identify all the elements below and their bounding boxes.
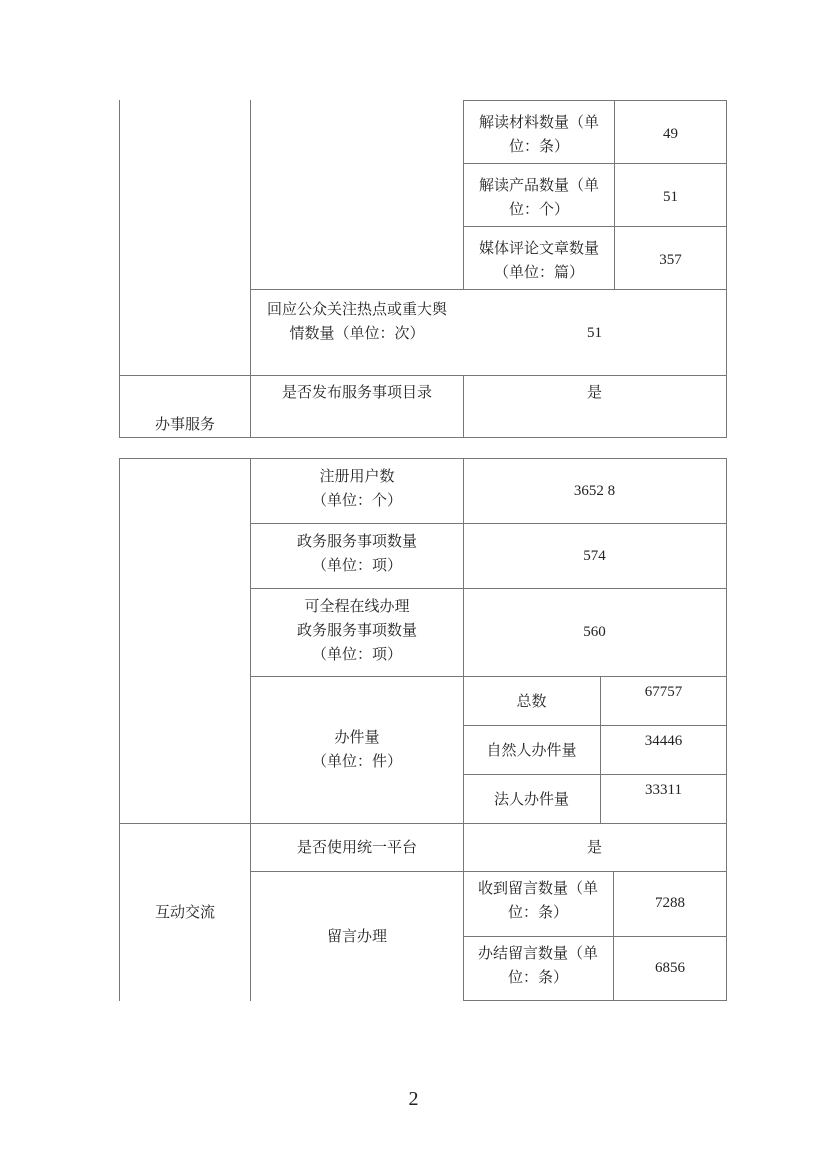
interpretation-material-label: 解读材料数量（单位：条） [478,113,599,155]
table-border [119,375,727,376]
interpretation-product-label: 解读产品数量（单位：个） [478,176,599,218]
table-border [119,437,727,438]
natural-person-cases-label: 自然人办件量 [486,741,577,759]
case-total-value: 67757 [644,684,683,700]
service-items-value: 574 [583,548,606,564]
media-article-value: 357 [659,252,682,268]
online-items-label: 可全程在线办理 政务服务事项数量 （单位：项） [296,597,417,663]
hotspot-response-value: 51 [587,325,602,341]
page-number: 2 [408,1088,419,1110]
table-border [250,289,727,290]
table-border [250,523,727,524]
message-handling-label: 留言办理 [326,927,387,945]
messages-received-value: 7288 [655,895,685,911]
unified-platform-value: 是 [586,838,602,856]
table-border [250,676,727,677]
messages-completed-label: 办结留言数量（单位：条） [477,944,598,986]
table-border [726,458,727,1001]
table-border [463,100,727,101]
media-article-label: 媒体评论文章数量（单位：篇） [478,239,599,281]
table-border [119,458,727,459]
legal-person-cases-label: 法人办件量 [493,790,569,808]
table-border [250,871,727,872]
service-items-label: 政务服务事项数量 （单位：项） [296,532,417,574]
interpretation-product-value: 51 [663,189,678,205]
table-border [463,226,727,227]
case-total-label: 总数 [516,692,547,710]
table-border [726,100,727,438]
table-border [463,936,727,937]
natural-person-cases-value: 34446 [644,733,683,749]
table-border [250,588,727,589]
online-items-value: 560 [583,624,606,640]
table-border [463,163,727,164]
category-service: 办事服务 [154,415,215,433]
table-border [463,1000,727,1001]
hotspot-response-label: 回应公众关注热点或重大舆情数量（单位：次） [266,300,447,342]
service-catalog-label: 是否发布服务事项目录 [281,383,432,401]
messages-received-label: 收到留言数量（单位：条） [477,879,598,921]
registered-users-value: 3652 8 [573,483,616,499]
table-border [119,100,120,438]
case-volume-label: 办件量 （单位：件） [311,728,402,770]
unified-platform-label: 是否使用统一平台 [296,838,417,856]
messages-completed-value: 6856 [655,960,685,976]
table-border [463,100,464,290]
table-border [463,774,727,775]
legal-person-cases-value: 33311 [645,782,682,798]
category-interaction: 互动交流 [154,903,215,921]
registered-users-label: 注册用户数 （单位：个） [311,467,402,509]
interpretation-material-value: 49 [663,126,678,142]
table-border [119,823,727,824]
service-catalog-value: 是 [586,383,602,401]
table-border [463,725,727,726]
